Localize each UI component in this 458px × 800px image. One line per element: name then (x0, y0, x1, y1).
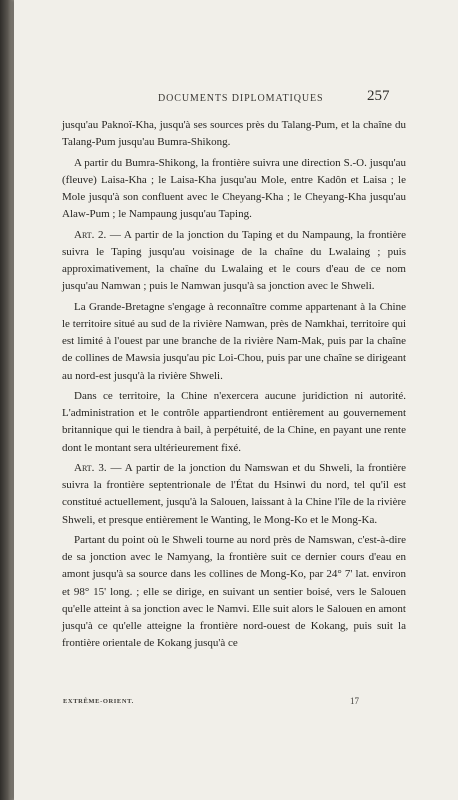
book-gutter-shadow (0, 0, 14, 800)
paragraph-article-3 (62, 460, 406, 529)
paragraph-text: A partir du Bumra-Shikong, la frontière suivra une direction S.-O. jusqu'au (fleuve) Laisa-Kha ; le Laisa-Kha jusqu'au Mole, entre Kadôn et Laisa ; le Mole jusqu'à son confluent avec le Cheyang-Kha ; le Cheyang-Kha jusqu'au Alaw-Pum ; le Nampaung jusqu'au Taping. (62, 156, 406, 221)
paragraph-grande-bretagne (62, 299, 406, 385)
sheet-number: 17 (350, 696, 359, 706)
body-text (62, 117, 406, 656)
paragraph-text: jusqu'au Paknoï-Kha, jusqu'à ses sources près du Talang-Pum, et la chaîne du Talang-Pum jusqu'au Bumra-Shikong. (62, 119, 406, 149)
article-heading: Art. 2. (74, 228, 107, 241)
page-number: 257 (367, 88, 390, 104)
paragraph-article-2 (62, 227, 406, 296)
paragraph-shweli (62, 532, 406, 653)
article-heading: Art. 3. (74, 461, 107, 474)
paragraph-text: Partant du point où le Shweli tourne au nord près de Namswan, c'est-à-dire de sa jonction avec le Namyang, la frontière suit ce dernier cours d'eau en amont jusqu'à sa source dans les collines de Mong-Ko, par 24° 7' lat. environ et 98° 15' long. ; elle se dirige, en suivant un sentier boisé, vers le Salouen qu'elle atteint à sa jonction avec le Namvi. Elle suit alors le Salouen en amont jusqu'à ce qu'elle atteigne la frontière nord-ouest de Kokang, puis suit la frontière orientale de Kokang jusqu'à ce (62, 533, 406, 650)
running-title: DOCUMENTS DIPLOMATIQUES (158, 93, 324, 104)
signature-mark: EXTRÊME-ORIENT. (63, 698, 134, 705)
paragraph-text: La Grande-Bretagne s'engage à reconnaître comme appartenant à la Chine le territoire situé au sud de la rivière Namwan, près de Namkhai, territoire qui est limité à l'ouest par une branche de la rivière Nam-Mak, puis par la chaîne de collines de Mawsia jusqu'au pic Loi-Chou, puis par une chaîne se dirigeant au nord-est jusqu'à la rivière Shweli. (62, 300, 406, 382)
paragraph-text: — A partir de la jonction du Namswan et du Shweli, la frontière suivra la frontière septentrionale de l'État du Hsinwi du nord, tel qu'il est constitué actuellement, jusqu'à la Salouen, laissant à la Chine l'île de la rivière Shweli, et presque entièrement le Wanting, le Mong-Ko et le Mong-Ka. (62, 461, 407, 526)
paragraph-text: Dans ce territoire, la Chine n'exercera aucune juridiction ni autorité. L'administration et le contrôle appartiendront entièrement au gouvernement britannique qui le tiendra à bail, à perpétuité, de la Chine, en payant une rente dont le montant sera ultérieurement fixé. (62, 389, 406, 454)
paragraph-bumra-shikong (62, 155, 406, 224)
book-page (14, 0, 458, 800)
paragraph-continuation (62, 117, 406, 152)
paragraph-territoire (62, 388, 406, 457)
paragraph-text: — A partir de la jonction du Taping et du Nampaung, la frontière suivra le Taping jusqu'au voisinage de la chaîne du Lwalaing ; puis approximativement, la chaîne du Lwalaing et le cours d'eau de ce nom jusqu'au Namwan ; puis le Namwan jusqu'à sa jonction avec le Shweli. (62, 228, 407, 293)
